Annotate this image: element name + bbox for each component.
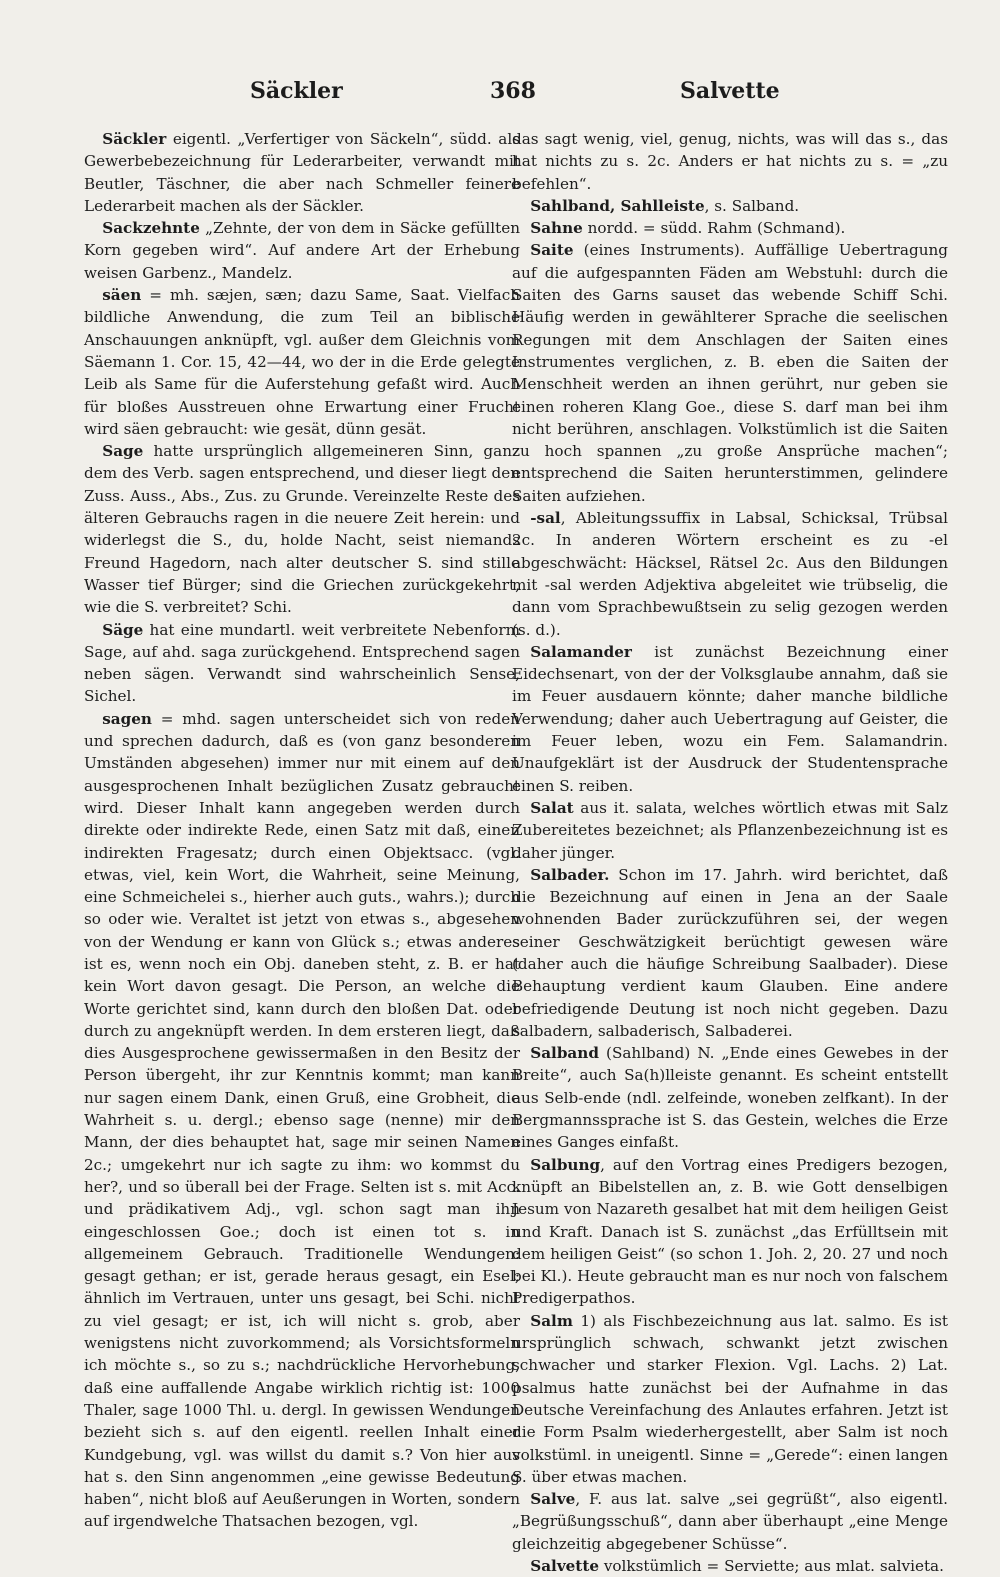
entry [84, 217, 520, 284]
entry [512, 1154, 948, 1310]
headword: Sackzehnte [102, 219, 200, 238]
header-right-keyword: Salvette [680, 78, 780, 104]
headword: Salamander [530, 642, 632, 661]
entry-text: hat eine mundartl. weit verbreitete Nebenform Sage, auf ahd. saga zurückgehend. Entsprechend sagen neben sägen. Verwandt sind wahrscheinlich Sense, Sichel. [84, 620, 520, 706]
headword: Salvette [530, 1557, 599, 1575]
entry [512, 1310, 948, 1488]
entry [512, 239, 948, 507]
entry-text: (eines Instruments). Auffällige Uebertragung auf die aufgespannten Fäden am Webstuhl: durch die Saiten des Garns sauset das webende Schiff Schi. Häufig werden in gewählterer Sprache die seelischen Regungen mit dem Anschlagen der Saiten eines Instrumentes verglichen, z. B. eben die Saiten der Menschheit werden an ihnen gerührt, nur geben sie einen roheren Klang Goe., diese S. darf man bei ihm nicht berühren, anschlagen. Volkstümlich ist die Saiten zu hoch spannen „zu große Ansprüche machen“; entsprechend die Saiten herunterstimmen, gelindere Saiten aufziehen. [512, 241, 948, 505]
headword: säen [102, 286, 142, 305]
headword: Saite [530, 241, 574, 260]
entry [512, 217, 948, 239]
entry [512, 797, 948, 864]
entry-text: , F. aus lat. salve „sei gegrüßt“, also eigentl. „Begrüßungsschuß“, dann aber überhaupt „eine Menge gleichzeitig abgegebener Schüsse“. [512, 1490, 948, 1553]
headword: Säge [102, 620, 144, 639]
entry [84, 440, 520, 618]
left-column [84, 128, 520, 1533]
headword: Sage [102, 442, 144, 461]
entry [512, 1042, 948, 1153]
headword: Salbung [530, 1155, 601, 1174]
entry-text: Schon im 17. Jahrh. wird berichtet, daß die Bezeichnung auf einen in Jena an der Saale wohnenden Bader zurückzuführen sei, der wegen seiner Geschwätzigkeit berüchtigt gewesen wäre (daher auch die häufige Schreibung Saalbader). Diese Behauptung verdient kaum Glauben. Eine andere befriedigende Deutung ist noch nicht gegeben. Dazu salbadern, salbaderisch, Salbaderei. [512, 865, 948, 1040]
headword: Salat [530, 798, 574, 817]
entry [84, 619, 520, 708]
headword: -sal [530, 509, 561, 528]
entry [84, 128, 520, 217]
entry-text: volkstümlich = Serviette; aus mlat. salvieta. [599, 1557, 944, 1575]
right-column [512, 128, 948, 1577]
headword: Sahlband, Sahlleiste [530, 196, 705, 215]
entry-text: eigentl. „Verfertiger von Säckeln“, südd. als Gewerbebezeichnung für Lederarbeiter, verwandt mit Beutler, Täschner, die aber nach Schmeller feinere Lederarbeit machen als der Säckler. [84, 130, 520, 215]
entry-text: nordd. = südd. Rahm (Schmand). [582, 219, 846, 238]
entry-text: = mhd. sagen unterscheidet sich von reden und sprechen dadurch, daß es (von ganz besonderen Umständen abgesehen) immer nur mit einem auf den ausgesprochenen Inhalt bezüglichen Zusatz gebraucht wird. Dieser Inhalt kann angegeben werden durch direkte oder indirekte Rede, einen Satz mit daß, einen indirekten Fragesatz; durch einen Objektsacc. (vgl. etwas, viel, kein Wort, die Wahrheit, seine Meinung, eine Schmeichelei s., hierher auch guts., wahrs.); durch so oder wie. Veraltet ist jetzt von etwas s., abgesehen von der Wendung er kann von Glück s.; etwas anderes ist es, wenn noch ein Obj. daneben steht, z. B. er hat kein Wort davon gesagt. Die Person, an welche die Worte gerichtet sind, kann durch den bloßen Dat. oder durch zu angeknüpft werden. In dem ersteren liegt, daß dies Ausgesprochene gewissermaßen in den Besitz der Person übergeht, ihr zur Kenntnis kommt; man kann nur sagen einem Dank, einen Gruß, eine Grobheit, die Wahrheit s. u. dergl.; ebenso sage (nenne) mir den Mann, der dies behauptet hat, sage mir seinen Namen 2c.; umgekehrt nur ich sagte zu ihm: wo kommst du her?, und so überall bei der Frage. Selten ist s. mit Acc. und prädikativem Adj., vgl. schon sagt man ihn eingeschlossen Goe.; doch ist einen tot s. in allgemeinem Gebrauch. Traditionelle Wendungen: gesagt gethan; er ist, gerade heraus gesagt, ein Esel; ähnlich im Vertrauen, unter uns gesagt, bei Schi. nicht zu viel gesagt; er ist, ich will nicht s. grob, aber wenigstens nicht zuvorkommend; als Vorsichtsformeln ich möchte s., so zu s.; nachdrückliche Hervorhebung, daß eine auffallende Angabe wirklich richtig ist: 1000 Thaler, sage 1000 Thl. u. dergl. In gewissen Wendungen bezieht sich s. auf den eigentl. reellen Inhalt einer Kundgebung, vgl. was willst du damit s.? Von hier aus hat s. den Sinn angenommen „eine gewisse Bedeutung haben“, nicht bloß auf Aeußerungen in Worten, sondern auf irgendwelche Thatsachen bezogen, vgl. [84, 709, 520, 1531]
entry [512, 641, 948, 797]
entry [512, 195, 948, 217]
headword: Salm [530, 1311, 573, 1330]
entry [512, 507, 948, 641]
headword: Säckler [102, 130, 167, 148]
entry-text: = mh. sæjen, sæn; dazu Same, Saat. Vielfach bildliche Anwendung, die zum Teil an biblische Anschauungen anknüpft, vgl. außer dem Gleichnis vom Säemann 1. Cor. 15, 42—44, wo der in die Erde gelegte Leib als Same für die Auferstehung gefaßt wird. Auch für bloßes Ausstreuen ohne Erwartung einer Frucht wird säen gebraucht: wie gesät, dünn gesät. [84, 286, 520, 438]
entry-text: , auf den Vortrag eines Predigers bezogen, knüpft an Bibelstellen an, z. B. wie Gott denselbigen Jesum von Nazareth gesalbet hat mit dem heiligen Geist und Kraft. Danach ist S. zunächst „das Erfülltsein mit dem heiligen Geist“ (so schon 1. Joh. 2, 20. 27 und noch bei Kl.). Heute gebraucht man es nur noch von falschem Predigerpathos. [512, 1155, 948, 1308]
entry [512, 864, 948, 1042]
headword: sagen [102, 709, 152, 728]
entry [512, 1488, 948, 1555]
entry [84, 284, 520, 440]
entry-text: 1) als Fischbezeichnung aus lat. salmo. Es ist ursprünglich schwach, schwankt jetzt zwischen schwacher und starker Flexion. Vgl. Lachs. 2) Lat. psalmus hatte zunächst bei der Aufnahme in das Deutsche Vereinfachung des Anlautes erfahren. Jetzt ist die Form Psalm wiederhergestellt, aber Salm ist noch volkstüml. in uneigentl. Sinne = „Gerede“: einen langen S. über etwas machen. [512, 1311, 948, 1486]
entry-text: ist zunächst Bezeichnung einer Eidechsenart, von der der Volksglaube annahm, daß sie im Feuer ausdauern könnte; daher manche bildliche Verwendung; daher auch Uebertragung auf Geister, die im Feuer leben, wozu ein Fem. Salamandrin. Unaufgeklärt ist der Ausdruck der Studentensprache einen S. reiben. [512, 642, 948, 795]
entry [512, 1555, 948, 1577]
header-left-keyword: Säckler [250, 78, 343, 104]
running-header [80, 78, 940, 118]
entry [84, 708, 520, 1533]
entry-text: (Sahlband) N. „Ende eines Gewebes in der Breite“, auch Sa(h)lleiste genannt. Es scheint entstellt aus Selb-ende (ndl. zelfeinde, woneben zelfkant). In der Bergmannssprache ist S. das Gestein, welches die Erze eines Ganges einfaßt. [512, 1044, 948, 1152]
headword: Salband [530, 1044, 599, 1063]
entry-text: das sagt wenig, viel, genug, nichts, was will das s., das hat nichts zu s. 2c. Anders er hat nichts zu s. = „zu befehlen“. [512, 130, 948, 193]
headword: Sahne [530, 219, 583, 238]
page-number: 368 [490, 78, 536, 104]
entry-continuation [512, 128, 948, 195]
entry-text: , Ableitungssuffix in Labsal, Schicksal, Trübsal 2c. In anderen Wörtern erscheint es zu -el abgeschwächt: Häcksel, Rätsel 2c. Aus den Bildungen mit -sal werden Adjektiva abgeleitet wie trübselig, die dann vom Sprachbewußtsein zu selig gezogen werden (s. d.). [512, 509, 948, 639]
entry-text: „Zehnte, der von dem in Säcke gefüllten Korn gegeben wird“. Auf andere Art der Erhebung weisen Garbenz., Mandelz. [84, 219, 520, 282]
entry-text: hatte ursprünglich allgemeineren Sinn, ganz dem des Verb. sagen entsprechend, und dieser liegt den Zuss. Auss., Abs., Zus. zu Grunde. Vereinzelte Reste des älteren Gebrauchs ragen in die neuere Zeit herein: und widerlegst die S., du, holde Nacht, seist niemands Freund Hagedorn, nach alter deutscher S. sind stille Wasser tief Bürger; sind die Griechen zurückgekehrt, wie die S. verbreitet? Schi. [84, 442, 520, 617]
headword: Salbader. [530, 865, 610, 884]
entry-text: , s. Salband. [704, 196, 800, 215]
headword: Salve [530, 1490, 576, 1509]
entry-text: aus it. salata, welches wörtlich etwas mit Salz Zubereitetes bezeichnet; als Pflanzenbezeichnung ist es daher jünger. [512, 798, 948, 862]
